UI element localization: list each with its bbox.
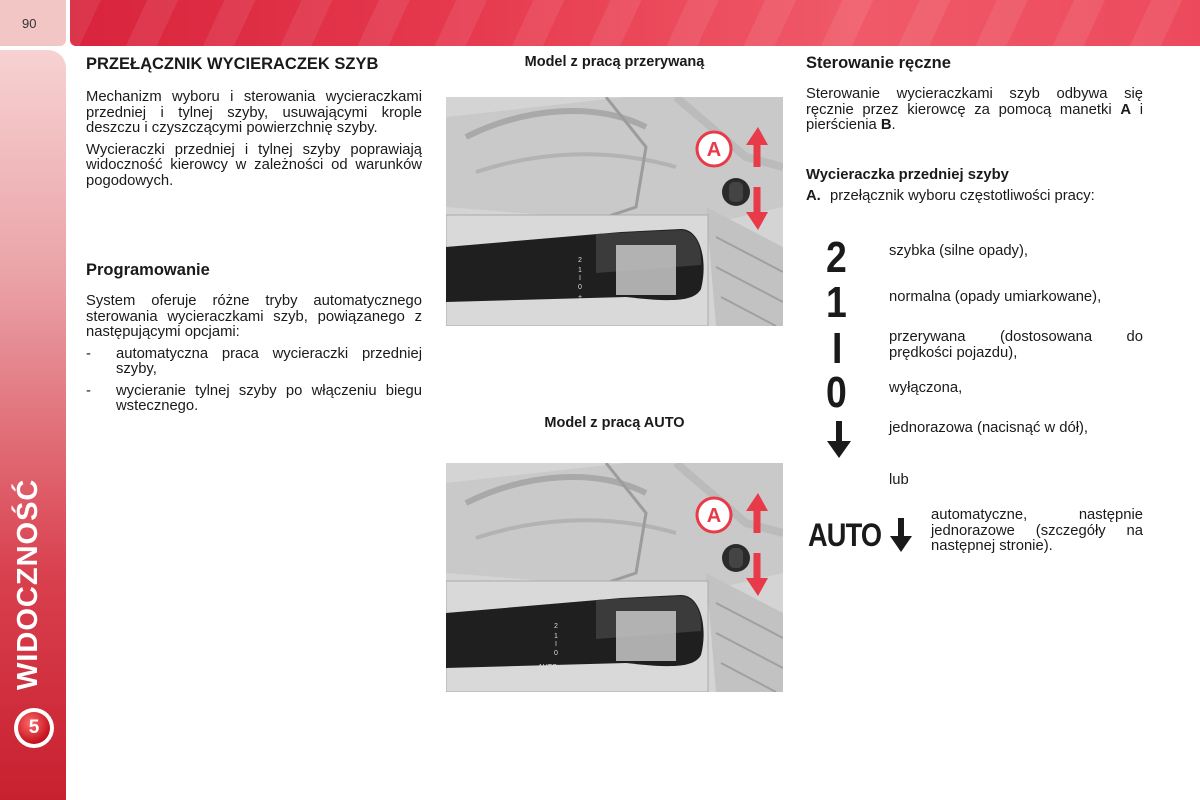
intro-paragraph-1: Mechanizm wyboru i sterowania wycieraczkami przedniej i tylnej szyby, usuwającymi krople deszczu i czyszczącymi powierzchnię szyby. [86, 89, 422, 136]
auto-text: automatyczne, następnie jednorazowe (szczegóły na następnej stronie). [931, 507, 1143, 554]
list-item-text: wycieranie tylnej szyby po włączeniu biegu wstecznego. [116, 382, 422, 414]
stalk-figure-intermittent [446, 97, 783, 326]
symbol-2: 2 [826, 233, 847, 282]
list-item [86, 347, 422, 378]
programming-paragraph: System oferuje różne tryby automatycznego sterowania wycieraczkami szyb, powiązanego z następującymi opcjami: [86, 293, 422, 340]
symbol-i-text: przerywana (dostosowana do prędkości pojazdu), [889, 329, 1143, 361]
programming-title: Programowanie [86, 261, 210, 279]
symbol-0-text: wyłączona, [889, 380, 963, 396]
section-title: PRZEŁĄCZNIK WYCIERACZEK SZYB [86, 55, 379, 73]
manual-control-paragraph: Sterowanie wycieraczkami szyb odbywa się ręcznie przez kierowcę za pomocą manetki A i pierścienia B. [806, 86, 1144, 133]
item-a [806, 189, 1143, 205]
symbol-i: I [832, 324, 843, 373]
page-number: 90 [22, 16, 37, 31]
stalk-mark: 1 [578, 267, 582, 274]
stalk-illustration [446, 463, 783, 692]
symbol-arrow-text: jednorazowa (nacisnąć w dół), [889, 420, 1089, 436]
list-item [86, 384, 422, 415]
page-number-box [0, 0, 66, 46]
list-item-text: automatyczna praca wycieraczki przedniej szyby, [116, 345, 422, 377]
chapter-number: 5 [18, 712, 50, 744]
symbol-0: 0 [826, 368, 847, 417]
chapter-title: WIDOCZNOŚĆ [12, 478, 44, 690]
stalk-mark: 2 [554, 623, 558, 630]
figure-caption-1: Model z pracą przerywaną [524, 54, 705, 70]
symbol-1: 1 [826, 278, 847, 327]
auto-symbol: AUTO [808, 517, 912, 554]
item-a-label: A. [806, 187, 821, 204]
list-dash: - [86, 382, 91, 399]
symbol-1-text: normalna (opady umiarkowane), [889, 289, 1102, 305]
front-wiper-title: Wycieraczka przedniej szyby [806, 166, 1009, 183]
stalk-mark: AUTO + [538, 664, 564, 671]
header-bar [70, 0, 1200, 46]
arrow-down-icon [890, 518, 912, 554]
symbol-2-text: szybka (silne opady), [889, 243, 1028, 259]
label-a: A [706, 139, 722, 161]
arrow-down-icon [826, 421, 852, 464]
stalk-mark: 2 [578, 257, 582, 264]
stalk-mark: I [579, 275, 581, 282]
stalk-mark: 0 [554, 650, 558, 657]
stalk-mark: + [578, 294, 583, 301]
stalk-mark: 0 [578, 284, 582, 291]
list-dash: - [86, 345, 91, 362]
label-a: A [706, 505, 722, 527]
stalk-mark: 1 [554, 633, 558, 640]
stalk-illustration [446, 97, 783, 326]
manual-control-title: Sterowanie ręczne [806, 54, 951, 72]
left-column [86, 55, 422, 421]
item-a-text: przełącznik wyboru częstotliwości pracy: [830, 187, 1095, 204]
chapter-badge [14, 708, 54, 748]
stalk-figure-auto [446, 463, 783, 692]
figure-caption-2: Model z pracą AUTO [544, 415, 685, 431]
stalk-mark: I [555, 641, 557, 648]
intro-paragraph-2: Wycieraczki przedniej i tylnej szyby poprawiają widoczność kierowcy w zależności od warunków pogodowych. [86, 141, 422, 189]
or-text: lub [889, 472, 909, 488]
right-column [806, 54, 1143, 204]
